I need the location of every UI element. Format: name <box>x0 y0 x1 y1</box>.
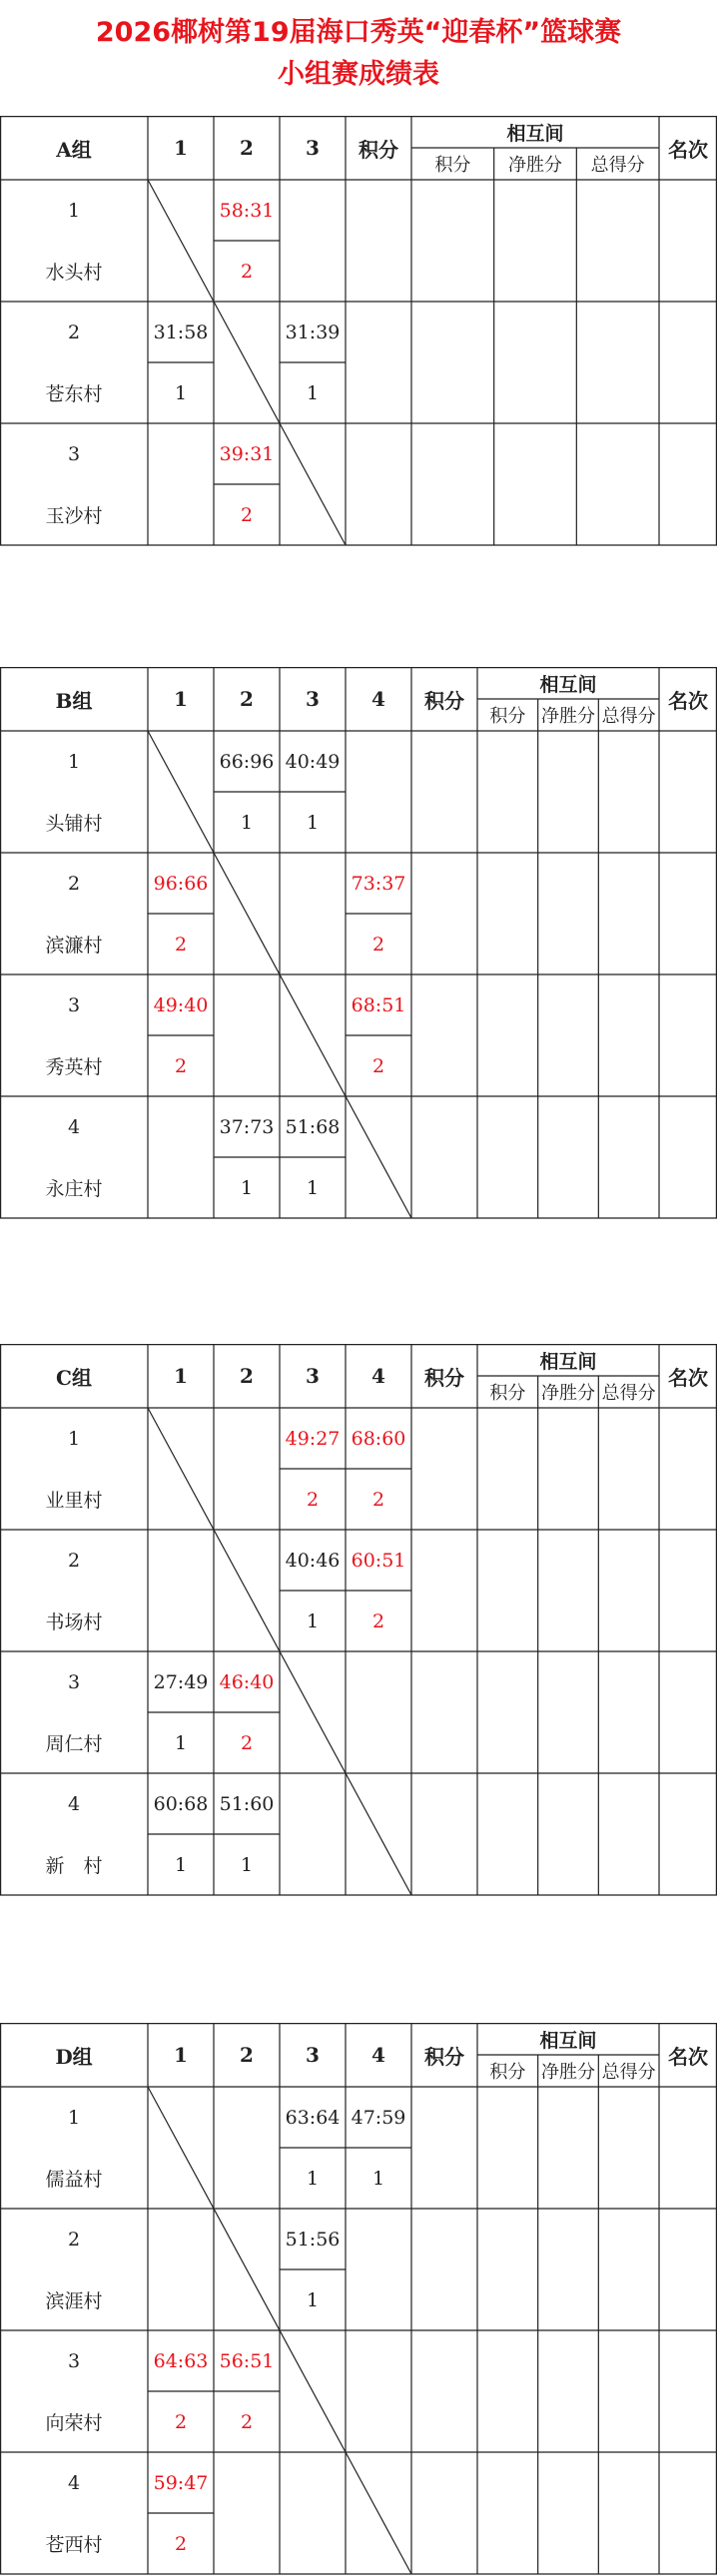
rank-header: 名次 <box>668 1365 708 1390</box>
match-points: 1 <box>306 2167 320 2190</box>
match-points: 1 <box>306 381 320 404</box>
team-number: 4 <box>67 1792 81 1815</box>
mutual-net-header: 净胜分 <box>507 155 562 176</box>
team-number: 1 <box>67 2106 81 2129</box>
mutual-points-header: 积分 <box>434 155 471 176</box>
team-number: 4 <box>67 2471 81 2494</box>
group-name: B组 <box>55 688 93 713</box>
match-score: 68:51 <box>351 993 406 1016</box>
col-header-4: 4 <box>371 2043 385 2067</box>
match-score: 60:51 <box>351 1549 406 1572</box>
mutual-header: 相互间 <box>539 673 597 696</box>
team-name: 苍东村 <box>45 383 103 405</box>
match-points: 2 <box>240 2410 254 2433</box>
points-header: 积分 <box>424 2044 464 2069</box>
col-header-4: 4 <box>371 1364 385 1388</box>
team-name: 新 村 <box>45 1855 103 1877</box>
col-header-1: 1 <box>174 1364 188 1388</box>
col-header-3: 3 <box>306 687 320 711</box>
team-number: 4 <box>67 1115 81 1138</box>
match-score: 68:60 <box>351 1427 406 1450</box>
mutual-header: 相互间 <box>539 2029 597 2052</box>
group-table-1 <box>0 116 717 545</box>
match-score: 40:49 <box>285 750 341 773</box>
match-score: 56:51 <box>219 2349 275 2372</box>
points-header: 积分 <box>424 688 464 713</box>
team-name: 滨涯村 <box>45 2290 103 2312</box>
team-name: 苍西村 <box>45 2534 103 2556</box>
team-name: 向荣村 <box>45 2412 103 2434</box>
match-score: 96:66 <box>153 872 209 895</box>
col-header-3: 3 <box>306 2043 320 2067</box>
match-points: 1 <box>174 1731 188 1754</box>
team-number: 3 <box>67 1670 81 1693</box>
match-score: 31:58 <box>153 321 209 343</box>
team-name: 玉沙村 <box>45 505 103 527</box>
col-header-2: 2 <box>240 136 254 160</box>
col-header-1: 1 <box>174 136 188 160</box>
team-name: 业里村 <box>45 1490 103 1512</box>
col-header-2: 2 <box>240 1364 254 1388</box>
match-points: 2 <box>174 933 188 956</box>
group-table-4 <box>0 2023 717 2574</box>
team-name: 秀英村 <box>45 1056 103 1078</box>
page-title: 2026椰树第19届海口秀英“迎春杯”篮球赛 <box>95 17 622 48</box>
team-name: 永庄村 <box>45 1178 103 1200</box>
match-points: 2 <box>240 1731 254 1754</box>
match-points: 2 <box>306 1488 320 1511</box>
match-score: 37:73 <box>219 1115 275 1138</box>
match-points: 2 <box>174 2532 188 2555</box>
match-points: 1 <box>306 2288 320 2311</box>
col-header-3: 3 <box>306 1364 320 1388</box>
team-number: 3 <box>67 993 81 1016</box>
mutual-total-header: 总得分 <box>601 1383 656 1404</box>
match-points: 2 <box>240 503 254 526</box>
match-score: 40:46 <box>285 1549 341 1572</box>
match-points: 2 <box>174 2410 188 2433</box>
group-name: D组 <box>55 2044 93 2069</box>
team-name: 头铺村 <box>45 813 103 835</box>
match-points: 1 <box>174 381 188 404</box>
col-header-1: 1 <box>174 687 188 711</box>
team-number: 2 <box>67 872 81 895</box>
match-score: 39:31 <box>219 442 275 465</box>
match-points: 2 <box>371 1054 385 1077</box>
team-number: 3 <box>67 2349 81 2372</box>
match-score: 66:96 <box>219 750 275 773</box>
match-score: 63:64 <box>285 2106 341 2129</box>
match-score: 27:49 <box>153 1670 209 1693</box>
col-header-3: 3 <box>306 136 320 160</box>
match-points: 2 <box>174 1054 188 1077</box>
match-points: 2 <box>371 1610 385 1632</box>
match-points: 2 <box>240 260 254 283</box>
col-header-2: 2 <box>240 2043 254 2067</box>
mutual-points-header: 积分 <box>489 1383 526 1404</box>
match-score: 73:37 <box>351 872 406 895</box>
points-header: 积分 <box>424 1365 464 1390</box>
team-number: 1 <box>67 750 81 773</box>
team-number: 1 <box>67 1427 81 1450</box>
match-score: 51:60 <box>219 1792 275 1815</box>
match-score: 60:68 <box>153 1792 209 1815</box>
mutual-net-header: 净胜分 <box>540 2062 595 2083</box>
team-number: 1 <box>67 199 81 222</box>
mutual-total-header: 总得分 <box>590 155 645 176</box>
match-points: 2 <box>371 933 385 956</box>
match-score: 64:63 <box>153 2349 209 2372</box>
team-name: 书场村 <box>45 1611 103 1633</box>
group-table-3 <box>0 1344 717 1895</box>
mutual-header: 相互间 <box>539 1350 597 1373</box>
match-score: 58:31 <box>219 199 275 222</box>
mutual-points-header: 积分 <box>489 2062 526 2083</box>
match-score: 49:27 <box>285 1427 341 1450</box>
match-score: 46:40 <box>219 1670 275 1693</box>
col-header-1: 1 <box>174 2043 188 2067</box>
rank-header: 名次 <box>668 2044 708 2069</box>
match-score: 47:59 <box>351 2106 406 2129</box>
mutual-net-header: 净胜分 <box>540 706 595 727</box>
mutual-total-header: 总得分 <box>601 706 656 727</box>
match-score: 59:47 <box>153 2471 209 2494</box>
match-points: 1 <box>240 1176 254 1199</box>
mutual-net-header: 净胜分 <box>540 1383 595 1404</box>
team-name: 水头村 <box>45 262 103 284</box>
mutual-points-header: 积分 <box>489 706 526 727</box>
col-header-2: 2 <box>240 687 254 711</box>
mutual-header: 相互间 <box>506 122 564 145</box>
group-table-2 <box>0 667 717 1218</box>
rank-header: 名次 <box>668 137 708 162</box>
team-name: 滨濂村 <box>45 935 103 957</box>
match-score: 51:56 <box>285 2228 341 2251</box>
group-name: A组 <box>56 137 92 162</box>
mutual-total-header: 总得分 <box>601 2062 656 2083</box>
match-points: 1 <box>306 1176 320 1199</box>
rank-header: 名次 <box>668 688 708 713</box>
page-subtitle: 小组赛成绩表 <box>278 59 439 90</box>
match-points: 1 <box>371 2167 385 2190</box>
team-number: 2 <box>67 321 81 343</box>
match-points: 1 <box>240 1853 254 1876</box>
match-points: 1 <box>240 811 254 834</box>
match-points: 2 <box>371 1488 385 1511</box>
match-points: 1 <box>306 1610 320 1632</box>
col-header-4: 4 <box>371 687 385 711</box>
team-number: 2 <box>67 2228 81 2251</box>
group-name: C组 <box>56 1365 92 1390</box>
team-number: 3 <box>67 442 81 465</box>
match-score: 49:40 <box>153 993 209 1016</box>
match-score: 51:68 <box>285 1115 341 1138</box>
team-name: 儒益村 <box>45 2169 103 2191</box>
team-number: 2 <box>67 1549 81 1572</box>
match-points: 1 <box>174 1853 188 1876</box>
team-name: 周仁村 <box>45 1733 103 1755</box>
points-header: 积分 <box>358 137 398 162</box>
match-score: 31:39 <box>285 321 341 343</box>
match-points: 1 <box>306 811 320 834</box>
